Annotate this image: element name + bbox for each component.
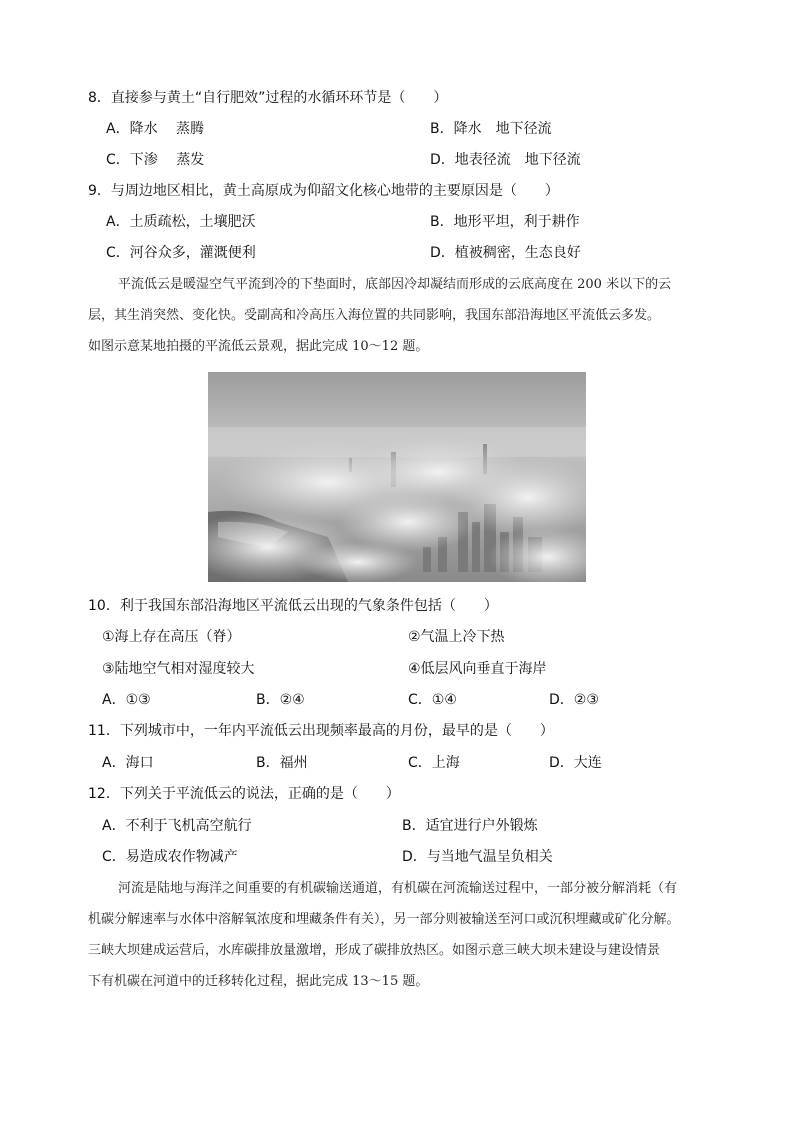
cloud-landscape-image xyxy=(208,372,586,582)
q10-statement-3: ③陆地空气相对湿度较大 xyxy=(102,661,255,677)
advection-cloud-photo xyxy=(208,372,586,582)
q10-option-c: C．①④ xyxy=(408,692,457,708)
q11-stem: 11．下列城市中，一年内平流低云出现频率最高的月份，最早的是（ ） xyxy=(88,723,554,739)
q12-option-b: B．适宜进行户外锻炼 xyxy=(402,818,538,834)
q10-option-a: A．①③ xyxy=(102,692,151,708)
passage1-line-1: 平流低云是暖湿空气平流到冷的下垫面时，底部因冷却凝结而形成的云底高度在 200 米以下的云 xyxy=(118,277,672,292)
q8-option-a: A．降水 蒸腾 xyxy=(106,121,205,137)
q12-option-a: A．不利于飞机高空航行 xyxy=(102,818,252,834)
passage1-line-2: 层，其生消突然、变化快。受副高和冷高压入海位置的共同影响，我国东部沿海地区平流低云多发。 xyxy=(88,308,661,323)
q9-stem: 9．与周边地区相比，黄土高原成为仰韶文化核心地带的主要原因是（ ） xyxy=(88,183,559,199)
q10-statement-4: ④低层风向垂直于海岸 xyxy=(408,661,547,677)
q11-option-a: A．海口 xyxy=(102,755,154,771)
q12-option-c: C．易造成农作物减产 xyxy=(102,849,238,865)
q9-option-c: C．河谷众多，灌溉便利 xyxy=(106,245,256,261)
passage2-line-4: 下有机碳在河道中的迁移转化过程，据此完成 13～15 题。 xyxy=(88,974,429,989)
q9-option-b: B．地形平坦，利于耕作 xyxy=(430,214,580,230)
q11-option-d: D．大连 xyxy=(549,755,602,771)
q12-option-d: D．与当地气温呈负相关 xyxy=(402,849,553,865)
q8-stem: 8．直接参与黄土“自行肥效”过程的水循环环节是（ ） xyxy=(88,90,448,106)
q10-stem: 10．利于我国东部沿海地区平流低云出现的气象条件包括（ ） xyxy=(88,598,498,614)
q10-option-d: D．②③ xyxy=(549,692,599,708)
q8-option-d: D．地表径流 地下径流 xyxy=(430,152,581,168)
q10-statement-1: ①海上存在高压（脊） xyxy=(102,629,241,645)
passage2-line-1: 河流是陆地与海洋之间重要的有机碳输送通道，有机碳在河流输送过程中，一部分被分解消耗（有 xyxy=(118,881,678,896)
q11-option-c: C．上海 xyxy=(408,755,460,771)
q11-option-b: B．福州 xyxy=(256,755,308,771)
q10-option-b: B．②④ xyxy=(256,692,305,708)
passage2-line-2: 机碳分解速率与水体中溶解氧浓度和埋藏条件有关），另一部分则被输送至河口或沉积埋藏或矿化分解。 xyxy=(88,912,680,927)
q9-option-a: A．土质疏松，土壤肥沃 xyxy=(106,214,256,230)
q8-option-b: B．降水 地下径流 xyxy=(430,121,552,137)
q8-option-c: C．下渗 蒸发 xyxy=(106,152,205,168)
passage2-line-3: 三峡大坝建成运营后，水库碳排放量激增，形成了碳排放热区。如图示意三峡大坝未建设与建设情景 xyxy=(88,943,661,958)
passage1-line-3: 如图示意某地拍摄的平流低云景观，据此完成 10～12 题。 xyxy=(88,339,429,354)
q12-stem: 12．下列关于平流低云的说法，正确的是（ ） xyxy=(88,786,400,802)
q9-option-d: D．植被稠密，生态良好 xyxy=(430,245,581,261)
q10-statement-2: ②气温上冷下热 xyxy=(408,629,505,645)
